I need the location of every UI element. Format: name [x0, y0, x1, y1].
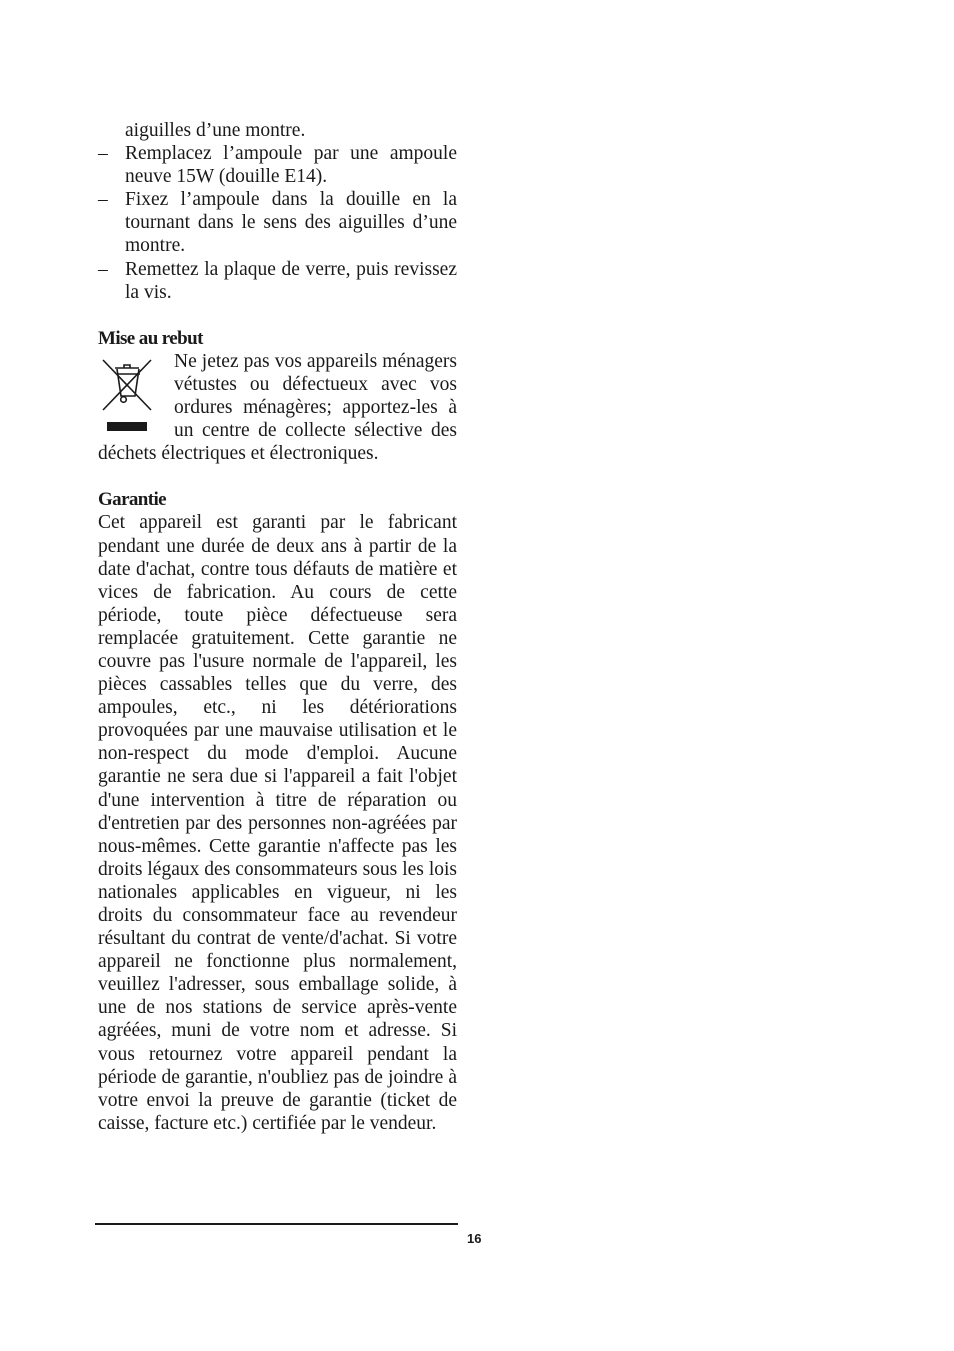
bullet-dash: –	[98, 258, 108, 280]
text-column	[98, 119, 457, 1135]
step-text: Remettez la plaque de verre, puis revissez la vis.	[125, 258, 457, 303]
list-item	[98, 258, 457, 304]
step-text: Fixez l’ampoule dans la douille en la tournant dans le sens des aiguilles d’une montre.	[125, 189, 457, 257]
list-item	[98, 188, 457, 257]
steps-list	[98, 142, 457, 304]
section-heading-disposal: Mise au rebut	[98, 327, 203, 349]
disposal-text: Ne jetez pas vos appareils ménagers vétustes ou défectueux avec vos ordures ménagères; apportez-les à un centre de collecte sélective des déchets électriques et électroniques.	[98, 350, 457, 465]
step-continuation: aiguilles d’une montre.	[125, 120, 306, 141]
section-heading-warranty: Garantie	[98, 489, 167, 511]
crossed-out-wheelie-bin-icon	[98, 352, 156, 432]
disposal-section	[98, 350, 457, 465]
list-item	[98, 142, 457, 188]
footer-rule	[95, 1223, 458, 1225]
spacer	[98, 304, 457, 327]
page-number: 16	[467, 1231, 482, 1246]
bullet-dash: –	[98, 143, 108, 165]
bullet-dash: –	[98, 189, 108, 211]
warranty-text: Cet appareil est garanti par le fabricant pendant une durée de deux ans à partir de la date d'achat, contre tous défauts de matière et vices de fabrication. Au cours de cette période, toute pièce défectueuse sera remplacée gratuitement. Cette garantie ne couvre pas l'usure normale de l'appareil, les pièces cassables telles que du verre, des ampoules, etc., ni les détériorations provoquées par une mauvaise utilisation et le non-respect du mode d'emploi. Aucune garantie ne sera due si l'appareil a fait l'objet d'une intervention à titre de réparation ou d'entretien par des personnes non-agréées par nous-mêmes. Cette garantie n'affecte pas les droits légaux des consommateurs sous les lois nationales applicables en vigueur, ni les droits du consommateur face au revendeur résultant du contrat de vente/d'achat. Si votre appareil ne fonctionne plus normalement, veuillez l'adresser, sous emballage solide, à une de nos stations de service après-vente agréées, muni de votre nom et adresse. Si vous retournez votre appareil pendant la période de garantie, n'oubliez pas de joindre à votre envoi la preuve de garantie (ticket de caisse, facture etc.) certifiée par le vendeur.	[98, 512, 457, 1134]
step-text: Remplacez l’ampoule par une ampoule neuve 15W (douille E14).	[125, 143, 457, 188]
spacer	[98, 465, 457, 488]
